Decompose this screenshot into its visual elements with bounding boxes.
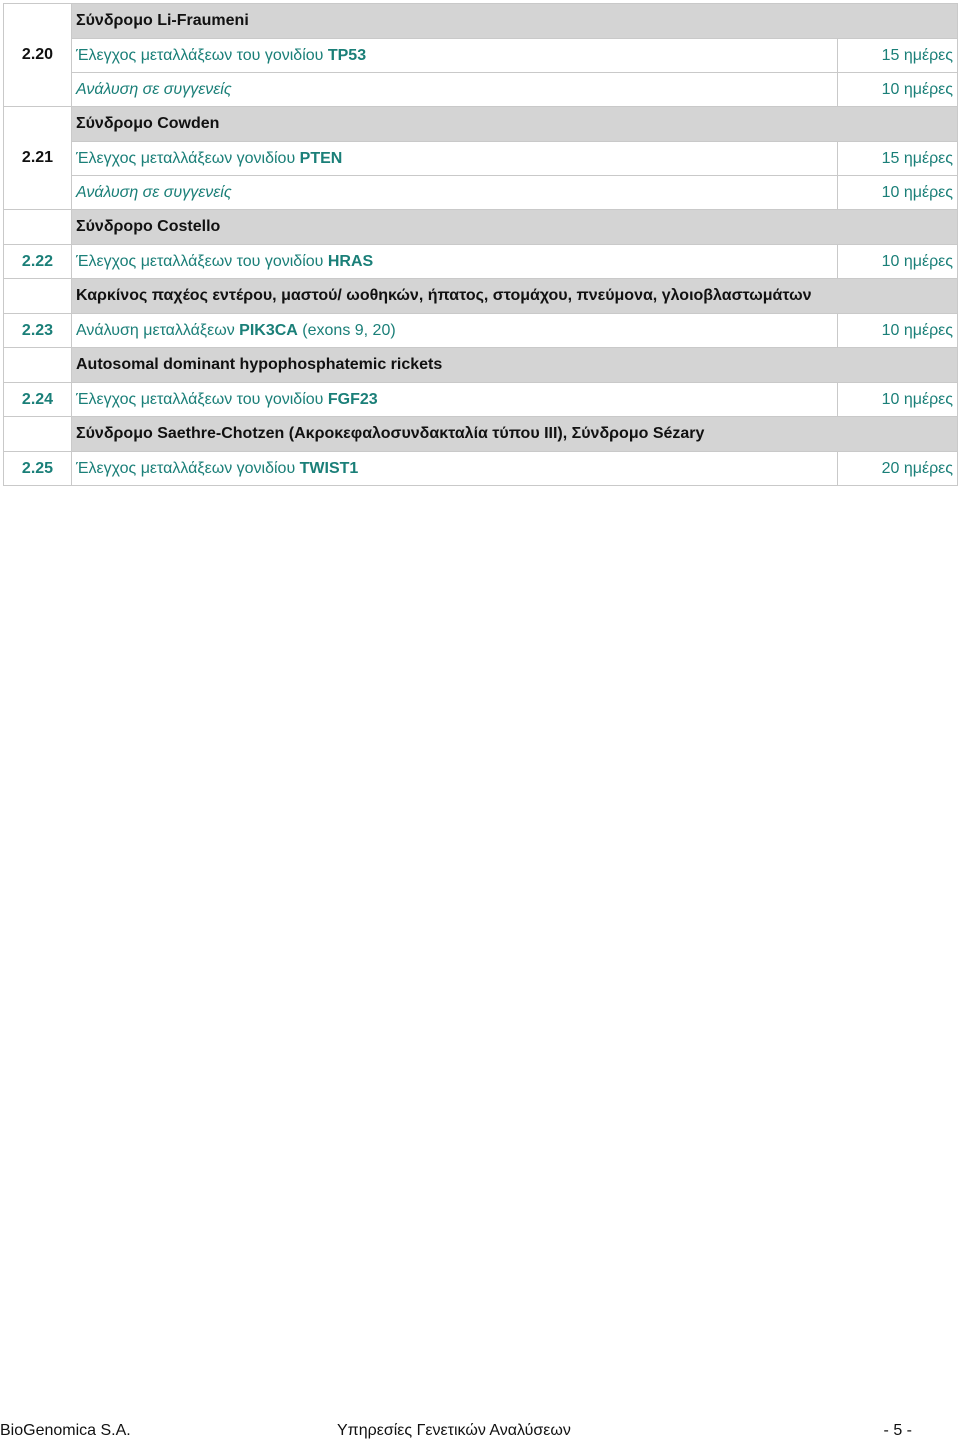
test-row bbox=[4, 452, 958, 486]
test-description bbox=[72, 452, 838, 486]
section-header-row bbox=[4, 279, 958, 314]
footer-company: BioGenomica S.A. bbox=[0, 1422, 131, 1439]
section-number: 2.25 bbox=[4, 452, 72, 486]
test-description: Ανάλυση σε συγγενείς bbox=[72, 73, 838, 107]
gene-name: PIK3CA bbox=[239, 321, 298, 339]
section-title: Σύνδροpο Costello bbox=[72, 210, 958, 245]
turnaround-time: 20 ημέρες bbox=[838, 452, 958, 486]
test-prefix: Έλεγχος μεταλλάξεων γονιδίου bbox=[76, 149, 300, 167]
test-row bbox=[4, 39, 958, 73]
gene-name: TWIST1 bbox=[299, 459, 359, 477]
gene-name: HRAS bbox=[327, 252, 374, 270]
test-row bbox=[4, 73, 958, 107]
section-number-spacer bbox=[4, 279, 72, 314]
section-header-row bbox=[4, 210, 958, 245]
section-number: 2.23 bbox=[4, 314, 72, 348]
section-title: Σύνδρομο Li-Fraumeni bbox=[72, 4, 958, 39]
turnaround-time: 10 ημέρες bbox=[838, 176, 958, 210]
test-prefix: Έλεγχος μεταλλάξεων γονιδίου bbox=[76, 459, 300, 477]
section-number-spacer bbox=[4, 210, 72, 245]
test-description: Ανάλυση σε συγγενείς bbox=[72, 176, 838, 210]
section-title: Καρκίνος παχέος εντέρου, μαστού/ ωοθηκών, ήπατος, στομάχου, πνεύμονα, γλοιοβλαστωμάτων bbox=[72, 279, 958, 314]
turnaround-time: 10 ημέρες bbox=[838, 383, 958, 417]
test-suffix: (exons 9, 20) bbox=[297, 321, 396, 339]
section-header-row bbox=[4, 348, 958, 383]
test-prefix: Ανάλυση μεταλλάξεων bbox=[76, 321, 240, 339]
gene-name: FGF23 bbox=[327, 390, 378, 408]
test-description bbox=[72, 314, 838, 348]
test-description bbox=[72, 142, 838, 176]
turnaround-time: 15 ημέρες bbox=[838, 142, 958, 176]
test-prefix: Έλεγχος μεταλλάξεων του γονιδίου bbox=[76, 390, 328, 408]
test-description bbox=[72, 245, 838, 279]
section-number: 2.24 bbox=[4, 383, 72, 417]
footer-page-number: - 5 - bbox=[883, 1422, 912, 1439]
section-number: 2.22 bbox=[4, 245, 72, 279]
section-number-spacer bbox=[4, 348, 72, 383]
section-header-row bbox=[4, 4, 958, 39]
turnaround-time: 10 ημέρες bbox=[838, 73, 958, 107]
test-row bbox=[4, 383, 958, 417]
test-prefix: Έλεγχος μεταλλάξεων του γονιδίου bbox=[76, 252, 328, 270]
section-header-row bbox=[4, 417, 958, 452]
section-number: 2.20 bbox=[4, 4, 72, 107]
section-number-spacer bbox=[4, 417, 72, 452]
test-row bbox=[4, 314, 958, 348]
test-description bbox=[72, 383, 838, 417]
section-title: Σύνδρομο Cowden bbox=[72, 107, 958, 142]
test-row bbox=[4, 142, 958, 176]
turnaround-time: 10 ημέρες bbox=[838, 245, 958, 279]
turnaround-time: 10 ημέρες bbox=[838, 314, 958, 348]
test-catalog-table bbox=[3, 3, 958, 486]
test-row bbox=[4, 245, 958, 279]
gene-name: PTEN bbox=[299, 149, 343, 167]
section-header-row bbox=[4, 107, 958, 142]
section-title: Σύνδρομο Saethre-Chotzen (Ακροκεφαλοσυνδακταλία τύπου III), Σύνδρομο Sézary bbox=[72, 417, 958, 452]
test-description bbox=[72, 39, 838, 73]
footer-service: Υπηρεσίες Γενετικών Αναλύσεων bbox=[337, 1422, 571, 1439]
section-title: Autosomal dominant hypophosphatemic rickets bbox=[72, 348, 958, 383]
page-footer bbox=[0, 1422, 960, 1444]
section-number: 2.21 bbox=[4, 107, 72, 210]
gene-name: TP53 bbox=[327, 46, 367, 64]
test-prefix: Έλεγχος μεταλλάξεων του γονιδίου bbox=[76, 46, 328, 64]
test-row bbox=[4, 176, 958, 210]
turnaround-time: 15 ημέρες bbox=[838, 39, 958, 73]
